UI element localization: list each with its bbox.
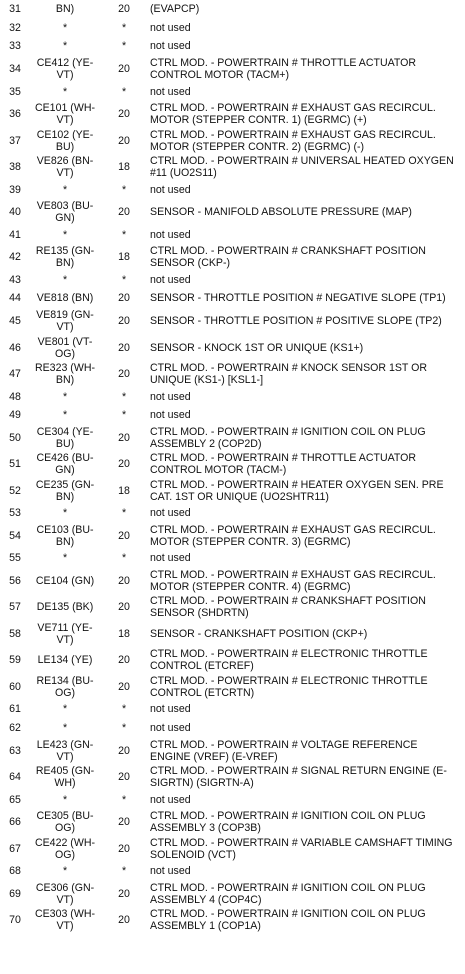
pin-number: 47: [9, 368, 21, 380]
pin-number: 35: [9, 85, 21, 98]
pin-description: not used: [150, 273, 191, 286]
pin-number: 56: [9, 574, 21, 587]
pin-number: 61: [9, 703, 21, 716]
wire-gauge: *: [121, 21, 127, 34]
pin-number: 33: [9, 40, 21, 53]
wire-gauge: 20: [118, 654, 130, 667]
pin-number: 42: [9, 251, 21, 264]
pin-description: not used: [150, 228, 191, 241]
wire-gauge: 20: [118, 206, 130, 219]
table-row: [0, 387, 465, 406]
circuit-code: *: [62, 552, 68, 565]
table-row: [0, 308, 465, 335]
wire-gauge: 20: [118, 108, 130, 121]
wire-gauge: *: [121, 865, 127, 878]
pin-number: 50: [9, 431, 21, 444]
circuit-code: CE305 (BU-OG): [36, 810, 94, 835]
pin-description: SENSOR - THROTTLE POSITION # NEGATIVE SLOPE (TP1): [150, 292, 446, 305]
pin-description: CTRL MOD. - POWERTRAIN # IGNITION COIL ON PLUG ASSEMBLY 1 (COP1A): [150, 908, 426, 933]
pin-description: not used: [150, 409, 191, 422]
pin-number: 69: [9, 887, 21, 900]
pin-number: 31: [9, 3, 21, 16]
pin-description: not used: [150, 390, 191, 403]
table-row: [0, 504, 465, 523]
pin-number: 34: [9, 63, 21, 76]
table-row: [0, 225, 465, 244]
pin-number: 48: [9, 390, 21, 403]
pin-description: CTRL MOD. - POWERTRAIN # EXHAUST GAS RECIRCUL. MOTOR (STEPPER CONTR. 2) (EGRMC) (-): [150, 128, 436, 153]
table-row: [0, 19, 465, 38]
pin-description: not used: [150, 21, 191, 34]
table-row: [0, 199, 465, 226]
circuit-code: VE801 (VT-OG): [37, 335, 93, 360]
pin-description: CTRL MOD. - POWERTRAIN # IGNITION COIL ON PLUG ASSEMBLY 3 (COP3B): [150, 810, 426, 835]
table-row: [0, 835, 465, 862]
wire-gauge: 20: [118, 63, 130, 76]
pin-description: CTRL MOD. - POWERTRAIN # SIGNAL RETURN ENGINE (E-SIGRTN) (SIGRTN-A): [150, 765, 447, 790]
wire-gauge: *: [121, 228, 127, 241]
pin-description: not used: [150, 865, 191, 878]
wire-gauge: 20: [118, 887, 130, 900]
wire-gauge: 20: [118, 292, 130, 305]
pin-description: CTRL MOD. - POWERTRAIN # EXHAUST GAS RECIRCUL. MOTOR (STEPPER CONTR. 1) (EGRMC) (+): [150, 102, 436, 127]
pin-number: 54: [9, 529, 21, 542]
wire-gauge: 20: [118, 574, 130, 587]
table-row: [0, 271, 465, 290]
pin-number: 32: [9, 21, 21, 34]
pin-description: CTRL MOD. - POWERTRAIN # THROTTLE ACTUATOR CONTROL MOTOR (TACM-): [150, 452, 417, 477]
circuit-code: *: [62, 865, 68, 878]
pin-description: CTRL MOD. - POWERTRAIN # HEATER OXYGEN SEN. PRE CAT. 1ST OR UNIQUE (UO2SHTR11): [150, 478, 444, 503]
table-row: [0, 549, 465, 568]
wire-gauge: 18: [118, 251, 130, 264]
pin-description: SENSOR - KNOCK 1ST OR UNIQUE (KS1+): [150, 341, 364, 354]
wire-gauge: 20: [118, 842, 130, 855]
wire-gauge: *: [121, 183, 127, 196]
wire-gauge: 18: [118, 484, 130, 497]
pin-description: CTRL MOD. - POWERTRAIN # ELECTRONIC THROTTLE CONTROL (ETCREF): [150, 648, 428, 673]
wire-gauge: 20: [118, 771, 130, 784]
pin-description: CTRL MOD. - POWERTRAIN # VOLTAGE REFERENCE ENGINE (VREF) (E-VREF): [150, 738, 418, 763]
circuit-code: VE803 (BU-GN): [36, 200, 94, 225]
pin-description: CTRL MOD. - POWERTRAIN # ELECTRONIC THROTTLE CONTROL (ETCRTN): [150, 674, 428, 699]
pin-number: 41: [9, 228, 21, 241]
pin-description: CTRL MOD. - POWERTRAIN # IGNITION COIL ON PLUG ASSEMBLY 2 (COP2D): [150, 425, 426, 450]
pin-number: 43: [9, 273, 21, 286]
wire-gauge: 20: [118, 529, 130, 542]
table-row: [0, 37, 465, 56]
pin-number: 39: [9, 183, 21, 196]
circuit-code: *: [62, 507, 68, 520]
pin-number: 36: [9, 108, 21, 121]
pin-number: 53: [9, 507, 21, 520]
pin-number: 57: [9, 601, 21, 614]
pin-number: 37: [9, 134, 21, 147]
circuit-code: *: [62, 273, 68, 286]
wire-gauge: 20: [118, 341, 130, 354]
table-row: [0, 361, 465, 388]
circuit-code: VE826 (BN-VT): [36, 155, 94, 180]
table-row: [0, 406, 465, 425]
wire-gauge: 20: [118, 431, 130, 444]
circuit-code: *: [62, 228, 68, 241]
table-row: [0, 790, 465, 809]
table-row: [0, 862, 465, 881]
table-row: [0, 477, 465, 504]
table-row: [0, 737, 465, 764]
circuit-code: CE303 (WH-VT): [34, 908, 96, 933]
circuit-code: DE135 (BK): [36, 601, 94, 614]
pin-description: CTRL MOD. - POWERTRAIN # CRANKSHAFT POSITION SENSOR (CKP-): [150, 245, 426, 270]
table-row: [0, 719, 465, 738]
circuit-code: BN): [55, 3, 75, 16]
wire-gauge: 20: [118, 368, 130, 380]
table-row: [0, 647, 465, 674]
pin-description: CTRL MOD. - POWERTRAIN # THROTTLE ACTUATOR CONTROL MOTOR (TACM+): [150, 57, 417, 82]
circuit-code: RE323 (WH-BN): [34, 362, 96, 386]
pin-number: 67: [9, 842, 21, 855]
pin-description: SENSOR - MANIFOLD ABSOLUTE PRESSURE (MAP): [150, 206, 412, 219]
wire-gauge: *: [121, 722, 127, 735]
wire-gauge: 20: [118, 601, 130, 614]
pin-description: not used: [150, 552, 191, 565]
circuit-code: *: [62, 793, 68, 806]
table-row: [0, 907, 465, 934]
pin-description: not used: [150, 722, 191, 735]
wire-gauge: *: [121, 409, 127, 422]
pin-number: 62: [9, 722, 21, 735]
table-row: [0, 764, 465, 791]
pin-number: 44: [9, 292, 21, 305]
table-row: [0, 56, 465, 83]
circuit-code: LE134 (YE): [37, 654, 93, 667]
pin-number: 52: [9, 484, 21, 497]
pin-description: CTRL MOD. - POWERTRAIN # KNOCK SENSOR 1ST OR UNIQUE (KS1-) [KSL1-]: [150, 362, 428, 386]
table-row: [0, 451, 465, 478]
wire-gauge: 20: [118, 134, 130, 147]
circuit-code: CE103 (BU-BN): [36, 523, 94, 548]
circuit-code: *: [62, 703, 68, 716]
pin-description: not used: [150, 40, 191, 53]
circuit-code: *: [62, 183, 68, 196]
pin-description: SENSOR - THROTTLE POSITION # POSITIVE SLOPE (TP2): [150, 315, 442, 327]
circuit-code: *: [62, 409, 68, 422]
table-row: [0, 881, 465, 908]
table-row: [0, 594, 465, 621]
wire-gauge: 20: [118, 458, 130, 471]
table-row: [0, 809, 465, 836]
table-row: [0, 424, 465, 451]
table-row: [0, 127, 465, 154]
wire-gauge: *: [121, 507, 127, 520]
pin-number: 46: [9, 341, 21, 354]
circuit-code: *: [62, 722, 68, 735]
wire-gauge: *: [121, 273, 127, 286]
table-row: [0, 180, 465, 199]
table-row: [0, 523, 465, 550]
wire-gauge: 18: [118, 627, 130, 640]
pin-description: not used: [150, 703, 191, 716]
wire-gauge: 20: [118, 816, 130, 829]
circuit-code: VE819 (GN-VT): [36, 309, 94, 333]
pin-number: 63: [9, 744, 21, 757]
circuit-code: VE711 (YE-VT): [37, 621, 93, 646]
table-row: [0, 568, 465, 595]
circuit-code: RE134 (BU-OG): [36, 674, 94, 699]
wire-gauge: *: [121, 40, 127, 53]
pin-number: 38: [9, 161, 21, 174]
circuit-code: VE818 (BN): [36, 292, 94, 305]
pin-description: CTRL MOD. - POWERTRAIN # IGNITION COIL ON PLUG ASSEMBLY 4 (COP4C): [150, 881, 426, 906]
pin-description: not used: [150, 793, 191, 806]
table-row: [0, 244, 465, 271]
table-row: [0, 82, 465, 101]
table-row: [0, 154, 465, 181]
circuit-code: RE405 (GN-WH): [35, 765, 95, 790]
circuit-code: LE423 (GN-VT): [36, 738, 94, 763]
wire-gauge: 20: [118, 680, 130, 693]
pin-description: not used: [150, 183, 191, 196]
wire-gauge: 20: [118, 744, 130, 757]
circuit-code: CE104 (GN): [35, 574, 95, 587]
circuit-code: *: [62, 85, 68, 98]
wire-gauge: 18: [118, 161, 130, 174]
wire-gauge: *: [121, 85, 127, 98]
wire-gauge: 20: [118, 914, 130, 927]
circuit-code: CE426 (BU-GN): [36, 452, 94, 477]
pin-number: 55: [9, 552, 21, 565]
circuit-code: CE422 (WH-OG): [34, 836, 96, 861]
table-row: [0, 0, 465, 19]
pin-number: 70: [9, 914, 21, 927]
circuit-code: CE304 (YE-BU): [36, 425, 94, 450]
table-row: [0, 674, 465, 701]
pin-number: 45: [9, 315, 21, 327]
wire-gauge: *: [121, 390, 127, 403]
wire-gauge: 20: [118, 315, 130, 327]
table-row: [0, 334, 465, 361]
pin-description: (EVAPCP): [150, 3, 200, 16]
circuit-code: CE412 (YE-VT): [36, 57, 94, 82]
circuit-code: CE306 (GN-VT): [35, 881, 95, 906]
table-row: [0, 700, 465, 719]
wire-gauge: 20: [118, 3, 130, 16]
circuit-code: CE235 (GN-BN): [35, 478, 95, 503]
circuit-code: *: [62, 40, 68, 53]
pin-number: 68: [9, 865, 21, 878]
pin-number: 64: [9, 771, 21, 784]
circuit-code: CE102 (YE-BU): [36, 128, 94, 153]
table-row: [0, 101, 465, 128]
circuit-code: *: [62, 21, 68, 34]
circuit-code: RE135 (GN-BN): [35, 245, 95, 270]
pin-number: 65: [9, 793, 21, 806]
pin-number: 49: [9, 409, 21, 422]
circuit-code: CE101 (WH-VT): [34, 102, 96, 127]
wire-gauge: *: [121, 793, 127, 806]
wire-gauge: *: [121, 703, 127, 716]
pin-description: CTRL MOD. - POWERTRAIN # EXHAUST GAS RECIRCUL. MOTOR (STEPPER CONTR. 3) (EGRMC): [150, 523, 436, 548]
table-row: [0, 621, 465, 648]
pin-number: 59: [9, 654, 21, 667]
pin-number: 60: [9, 680, 21, 693]
pin-description: CTRL MOD. - POWERTRAIN # VARIABLE CAMSHAFT TIMING SOLENOID (VCT): [150, 836, 453, 861]
pin-description: CTRL MOD. - POWERTRAIN # UNIVERSAL HEATED OXYGEN #11 (UO2S11): [150, 155, 454, 180]
wire-gauge: *: [121, 552, 127, 565]
pin-number: 51: [9, 458, 21, 471]
pin-description: CTRL MOD. - POWERTRAIN # CRANKSHAFT POSITION SENSOR (SHDRTN): [150, 595, 426, 620]
table-row: [0, 289, 465, 308]
pin-number: 66: [9, 816, 21, 829]
pin-description: SENSOR - CRANKSHAFT POSITION (CKP+): [150, 627, 368, 640]
circuit-code: *: [62, 390, 68, 403]
pin-number: 58: [9, 627, 21, 640]
pin-number: 40: [9, 206, 21, 219]
pin-description: not used: [150, 85, 191, 98]
pin-description: CTRL MOD. - POWERTRAIN # EXHAUST GAS RECIRCUL. MOTOR (STEPPER CONTR. 4) (EGRMC): [150, 568, 436, 593]
pin-description: not used: [150, 507, 191, 520]
